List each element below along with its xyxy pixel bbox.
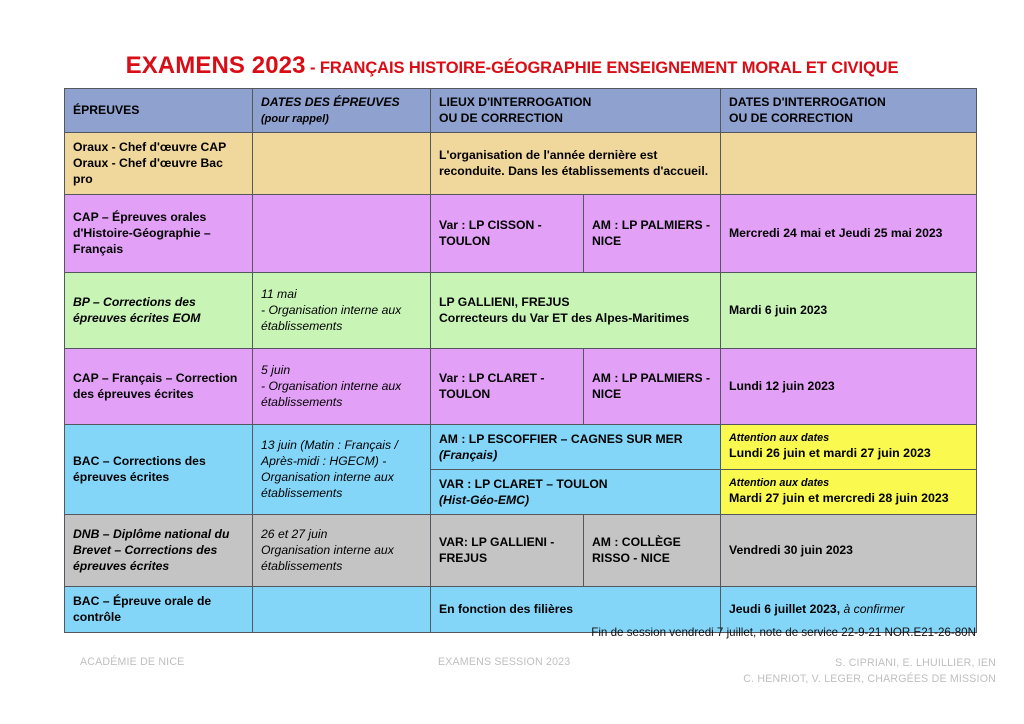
cell-epreuves: CAP – Français – Correction des épreuves écrites bbox=[65, 348, 253, 424]
cell-dates-interrogation: Mardi 6 juin 2023 bbox=[721, 272, 977, 348]
cell-dates-interrogation: Mercredi 24 mai et Jeudi 25 mai 2023 bbox=[721, 194, 977, 272]
column-header-dates-epreuves-line1: DATES DES ÉPREUVES bbox=[261, 95, 400, 109]
page-footer bbox=[0, 652, 1024, 712]
table-row bbox=[65, 424, 977, 469]
table-row bbox=[65, 272, 977, 348]
table-row bbox=[65, 132, 977, 194]
footer-authors bbox=[743, 656, 996, 688]
cell-lieu: LP GALLIENI, FREJUS Correcteurs du Var ET des Alpes-Maritimes bbox=[431, 272, 721, 348]
cell-lieu-var: Var : LP CLARET - TOULON bbox=[431, 348, 584, 424]
exam-schedule-table bbox=[64, 88, 977, 633]
cell-lieu-am: AM : COLLÈGE RISSO - NICE bbox=[584, 514, 721, 586]
cell-epreuves: Oraux - Chef d'œuvre CAP Oraux - Chef d'œuvre Bac pro bbox=[65, 132, 253, 194]
column-header-lieux bbox=[431, 89, 721, 133]
cell-dates-epreuves: 26 et 27 juin Organisation interne aux établissements bbox=[253, 514, 431, 586]
cell-lieu-bac-francais bbox=[431, 424, 721, 469]
footer-session: EXAMENS SESSION 2023 bbox=[438, 656, 571, 668]
page-title bbox=[0, 52, 1024, 80]
page-title-main: EXAMENS 2023 bbox=[125, 52, 306, 79]
cell-dates-epreuves: 11 mai - Organisation interne aux établissements bbox=[253, 272, 431, 348]
cell-lieu-bac-francais-main: AM : LP ESCOFFIER – CAGNES SUR MER bbox=[439, 431, 683, 446]
cell-lieu-bac-hgemc-sub: (Hist-Géo-EMC) bbox=[439, 492, 530, 507]
cell-dates-interrogation bbox=[721, 132, 977, 194]
cell-dates-bac-hgemc-main: Mardi 27 juin et mercredi 28 juin 2023 bbox=[729, 491, 949, 506]
cell-lieu: L'organisation de l'année dernière est reconduite. Dans les établissements d'accueil. bbox=[431, 132, 721, 194]
column-header-dates-interrogation-line2: OU DE CORRECTION bbox=[729, 111, 853, 126]
cell-dates-bac-hgemc-note: Attention aux dates bbox=[729, 476, 830, 489]
table-row bbox=[65, 348, 977, 424]
column-header-dates-interrogation-line1: DATES D'INTERROGATION bbox=[729, 95, 886, 110]
column-header-lieux-line1: LIEUX D'INTERROGATION bbox=[439, 95, 592, 110]
cell-lieu-am: AM : LP PALMIERS - NICE bbox=[584, 348, 721, 424]
session-end-note: Fin de session vendredi 7 juillet, note de service 22-9-21 NOR.E21-26-80N bbox=[591, 626, 976, 639]
cell-dates-bac-francais-main: Lundi 26 juin et mardi 27 juin 2023 bbox=[729, 446, 931, 461]
footer-authors-line1: S. CIPRIANI, E. LHUILLIER, IEN bbox=[835, 657, 996, 669]
cell-lieu: En fonction des filières bbox=[431, 586, 721, 632]
cell-epreuves: BP – Corrections des épreuves écrites EOM bbox=[65, 272, 253, 348]
cell-lieu-am: AM : LP PALMIERS - NICE bbox=[584, 194, 721, 272]
cell-dates-bac-francais bbox=[721, 424, 977, 469]
cell-lieu-bac-francais-sub: (Français) bbox=[439, 447, 498, 462]
column-header-dates-interrogation bbox=[721, 89, 977, 133]
cell-dates-interrogation: Lundi 12 juin 2023 bbox=[721, 348, 977, 424]
cell-lieu-var: VAR: LP GALLIENI - FREJUS bbox=[431, 514, 584, 586]
table-header-row bbox=[65, 89, 977, 133]
cell-dates-epreuves bbox=[253, 194, 431, 272]
cell-dates-interrogation-main: Jeudi 6 juillet 2023, bbox=[729, 602, 841, 617]
cell-dates-epreuves bbox=[253, 586, 431, 632]
cell-epreuves: DNB – Diplôme national du Brevet – Corrections des épreuves écrites bbox=[65, 514, 253, 586]
column-header-epreuves: ÉPREUVES bbox=[65, 89, 253, 133]
page-title-subtitle: FRANÇAIS HISTOIRE-GÉOGRAPHIE ENSEIGNEMENT MORAL ET CIVIQUE bbox=[319, 59, 899, 77]
cell-dates-interrogation-note: à confirmer bbox=[840, 602, 905, 617]
cell-dates-epreuves bbox=[253, 132, 431, 194]
table-row bbox=[65, 194, 977, 272]
footer-authors-line2: C. HENRIOT, V. LEGER, CHARGÉES DE MISSION bbox=[743, 672, 996, 685]
cell-lieu-var: Var : LP CISSON - TOULON bbox=[431, 194, 584, 272]
cell-epreuves: BAC – Corrections des épreuves écrites bbox=[65, 424, 253, 514]
cell-epreuves: CAP – Épreuves orales d'Histoire-Géographie – Français bbox=[65, 194, 253, 272]
table-row bbox=[65, 514, 977, 586]
cell-dates-epreuves: 5 juin - Organisation interne aux établissements bbox=[253, 348, 431, 424]
column-header-dates-epreuves-line2: (pour rappel) bbox=[261, 113, 329, 126]
cell-dates-bac-francais-note: Attention aux dates bbox=[729, 431, 830, 444]
cell-epreuves: BAC – Épreuve orale de contrôle bbox=[65, 586, 253, 632]
cell-lieu-bac-hgemc bbox=[431, 469, 721, 514]
cell-lieu-bac-hgemc-main: VAR : LP CLARET – TOULON bbox=[439, 476, 608, 491]
cell-dates-epreuves: 13 juin (Matin : Français / Après-midi : HGECM) - Organisation interne aux établissements bbox=[253, 424, 431, 514]
cell-dates-bac-hgemc bbox=[721, 469, 977, 514]
column-header-dates-epreuves bbox=[253, 89, 431, 133]
footer-academy: ACADÉMIE DE NICE bbox=[80, 656, 185, 668]
column-header-lieux-line2: OU DE CORRECTION bbox=[439, 111, 563, 126]
cell-dates-interrogation: Vendredi 30 juin 2023 bbox=[721, 514, 977, 586]
page-title-separator: - bbox=[305, 59, 320, 77]
